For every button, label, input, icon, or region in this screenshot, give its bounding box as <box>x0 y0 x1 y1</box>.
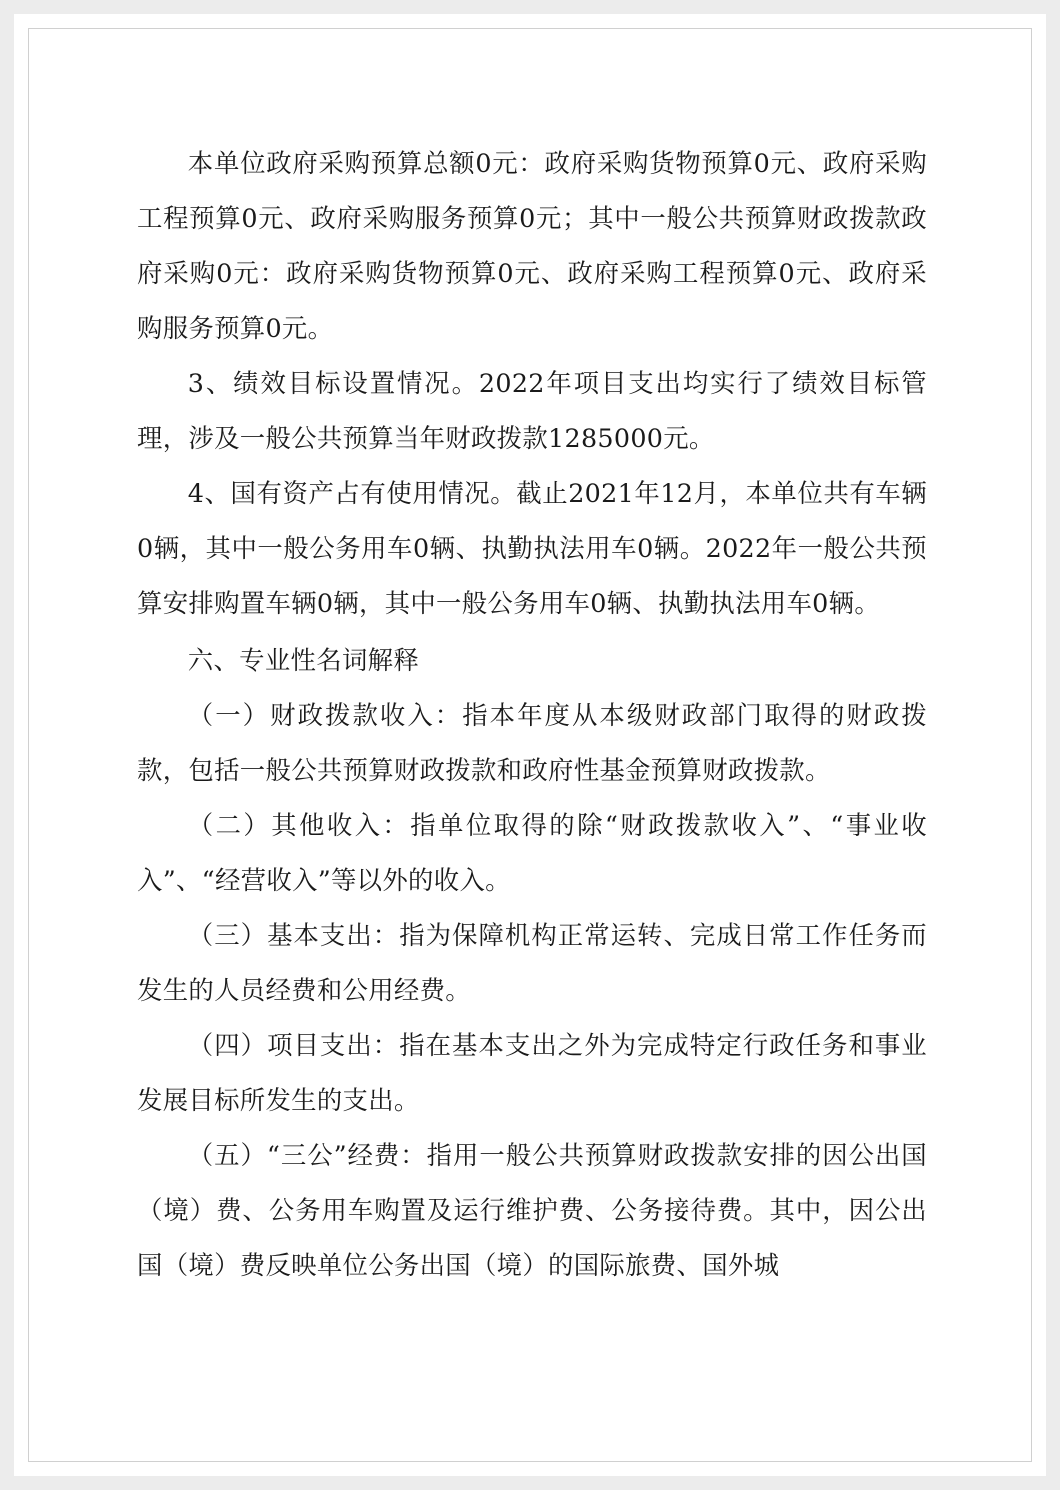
paragraph-glossary-other-income: （二）其他收入：指单位取得的除“财政拨款收入”、“事业收入”、“经营收入”等以外的收入。 <box>137 810 927 895</box>
paragraph-glossary-three-public: （五）“三公”经费：指用一般公共预算财政拨款安排的因公出国（境）费、公务用车购置及运行维护费、公务接待费。其中，因公出国（境）费反映单位公务出国（境）的国际旅费、国外城 <box>137 1140 927 1280</box>
paragraph-state-assets: 4、国有资产占有使用情况。截止2021年12月，本单位共有车辆0辆，其中一般公务用车0辆、执勤执法用车0辆。2022年一般公共预算安排购置车辆0辆，其中一般公务用车0辆、执勤执法用车0辆。 <box>137 478 927 618</box>
document-body <box>137 136 927 1293</box>
paragraph-glossary-fiscal-income: （一）财政拨款收入：指本年度从本级财政部门取得的财政拨款，包括一般公共预算财政拨款和政府性基金预算财政拨款。 <box>137 700 927 785</box>
section-heading-glossary: 六、专业性名词解释 <box>187 645 420 675</box>
paragraph-glossary-project-expenditure: （四）项目支出：指在基本支出之外为完成特定行政任务和事业发展目标所发生的支出。 <box>137 1030 927 1115</box>
paragraph-procurement-budget: 本单位政府采购预算总额0元：政府采购货物预算0元、政府采购工程预算0元、政府采购服务预算0元；其中一般公共预算财政拨款政府采购0元：政府采购货物预算0元、政府采购工程预算0元、政府采购服务预算0元。 <box>137 148 927 343</box>
paragraph-glossary-basic-expenditure: （三）基本支出：指为保障机构正常运转、完成日常工作任务而发生的人员经费和公用经费。 <box>137 920 927 1005</box>
paragraph-performance-targets: 3、绩效目标设置情况。2022年项目支出均实行了绩效目标管理，涉及一般公共预算当年财政拨款1285000元。 <box>137 368 927 453</box>
